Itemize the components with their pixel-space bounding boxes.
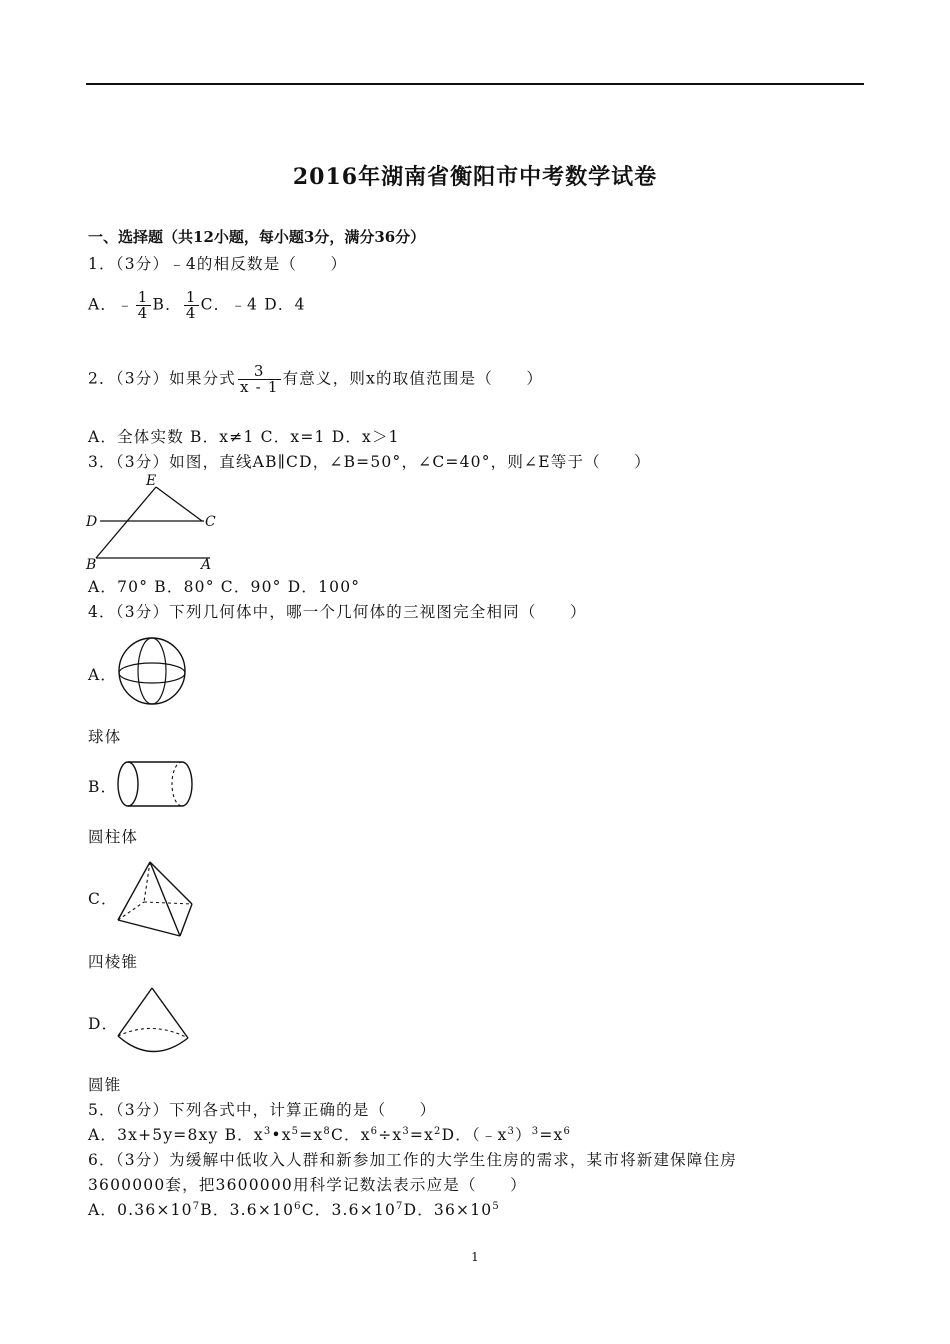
superscript: 6: [370, 1125, 379, 1137]
fraction-denominator: 4: [185, 304, 197, 322]
q5-text: =x: [539, 1126, 564, 1144]
q5-text: ÷x: [378, 1126, 403, 1144]
q5-text: •x: [271, 1126, 292, 1144]
superscript: 6: [294, 1200, 302, 1212]
q6-option-c: C．3.6×10: [301, 1201, 397, 1219]
q5-text: A．3x+5y=8xy B．x: [88, 1126, 264, 1144]
q4-option-c-name: 四棱锥: [88, 953, 139, 971]
q6-line1: 6．（3分）为缓解中低收入人群和新参加工作的大学生住房的需求，某市将新建保障住房: [88, 1151, 737, 1169]
q3-figure: [84, 474, 224, 574]
q3-stem: 3．（3分）如图，直线AB∥CD，∠B=50°，∠C=40°，则∠E等于（ ）: [88, 453, 651, 471]
label-e: E: [146, 473, 157, 489]
q6-line2: 3600000套，把3600000用科学记数法表示应是（ ）: [88, 1176, 527, 1194]
q5-text: C．x: [330, 1126, 371, 1144]
q3-options: A．70° B．80° C．90° D．100°: [88, 578, 361, 596]
section-heading: 一、选择题（共12小题，每小题3分，满分36分）: [88, 228, 426, 246]
q2-stem-before: 2．（3分）如果分式: [88, 369, 236, 388]
q4-option-d-label: D．: [88, 1015, 119, 1033]
label-a: A: [201, 557, 212, 573]
q4-option-c-label: C．: [88, 890, 118, 908]
q1-options-rest: C．﹣4 D．4: [200, 295, 306, 314]
q5-text: D．（﹣x: [441, 1126, 508, 1144]
q5-text: =x: [299, 1126, 324, 1144]
superscript: 5: [492, 1200, 500, 1212]
superscript: 3: [507, 1125, 516, 1137]
q4-option-b-name: 圆柱体: [88, 828, 139, 846]
q4-option-d-name: 圆锥: [88, 1076, 122, 1094]
q2-fraction: [238, 364, 281, 395]
superscript: 2: [434, 1125, 442, 1137]
sphere-icon: [116, 636, 188, 708]
page-title: 2016年湖南省衡阳市中考数学试卷: [292, 164, 658, 190]
q6-option-b: B．3.6×10: [200, 1201, 295, 1219]
q1-fraction-a: [136, 290, 151, 321]
fraction-numerator: 3: [238, 364, 281, 380]
q1-option-b-prefix: B．: [152, 295, 182, 314]
q1-option-a-prefix: A．﹣: [88, 295, 134, 314]
superscript: 5: [291, 1125, 300, 1137]
q6-option-a: A．0.36×10: [88, 1201, 193, 1219]
superscript: 7: [396, 1200, 404, 1212]
line-ec: [156, 487, 202, 521]
q5-text: =x: [409, 1126, 435, 1144]
q5-stem: 5．（3分）下列各式中，计算正确的是（ ）: [88, 1101, 437, 1119]
header-rule: [86, 83, 864, 85]
superscript: 7: [192, 1200, 201, 1212]
q4-option-a-label: A．: [88, 666, 118, 684]
line-be: [96, 487, 156, 558]
label-c: C: [205, 514, 216, 530]
superscript: 3: [263, 1125, 272, 1137]
q2-options: A．全体实数 B．x≠1 C．x=1 D．x＞1: [88, 428, 400, 446]
q2-stem-after: 有意义，则x的取值范围是（ ）: [282, 369, 544, 388]
q6-option-d: D．36×10: [403, 1201, 493, 1219]
fraction-denominator: 4: [137, 304, 149, 322]
q2-stem: [88, 364, 543, 395]
label-b: B: [86, 557, 97, 573]
q4-option-a-name: 球体: [88, 728, 122, 746]
page-number: 1: [471, 1250, 479, 1264]
superscript: 6: [563, 1125, 572, 1137]
q1-stem: 1．（3分）﹣4的相反数是（ ）: [88, 255, 348, 273]
superscript: 8: [323, 1125, 331, 1137]
cone-icon: [114, 984, 194, 1064]
superscript: 3: [402, 1125, 410, 1137]
q1-options: [88, 290, 306, 321]
fraction-numerator: 1: [137, 288, 149, 306]
pyramid-icon: [114, 858, 198, 942]
q6-options: [88, 1198, 500, 1220]
fraction-denominator: x - 1: [239, 378, 279, 396]
q1-fraction-b: [184, 290, 199, 321]
cylinder-icon: [116, 760, 194, 810]
fraction-numerator: 1: [185, 288, 197, 306]
q4-option-b-label: B．: [88, 778, 118, 796]
superscript: 3: [531, 1125, 540, 1137]
q5-options: [88, 1123, 571, 1145]
q4-stem: 4．（3分）下列几何体中，哪一个几何体的三视图完全相同（ ）: [88, 603, 587, 621]
label-d: D: [86, 514, 98, 530]
q5-text: ）: [515, 1126, 532, 1144]
